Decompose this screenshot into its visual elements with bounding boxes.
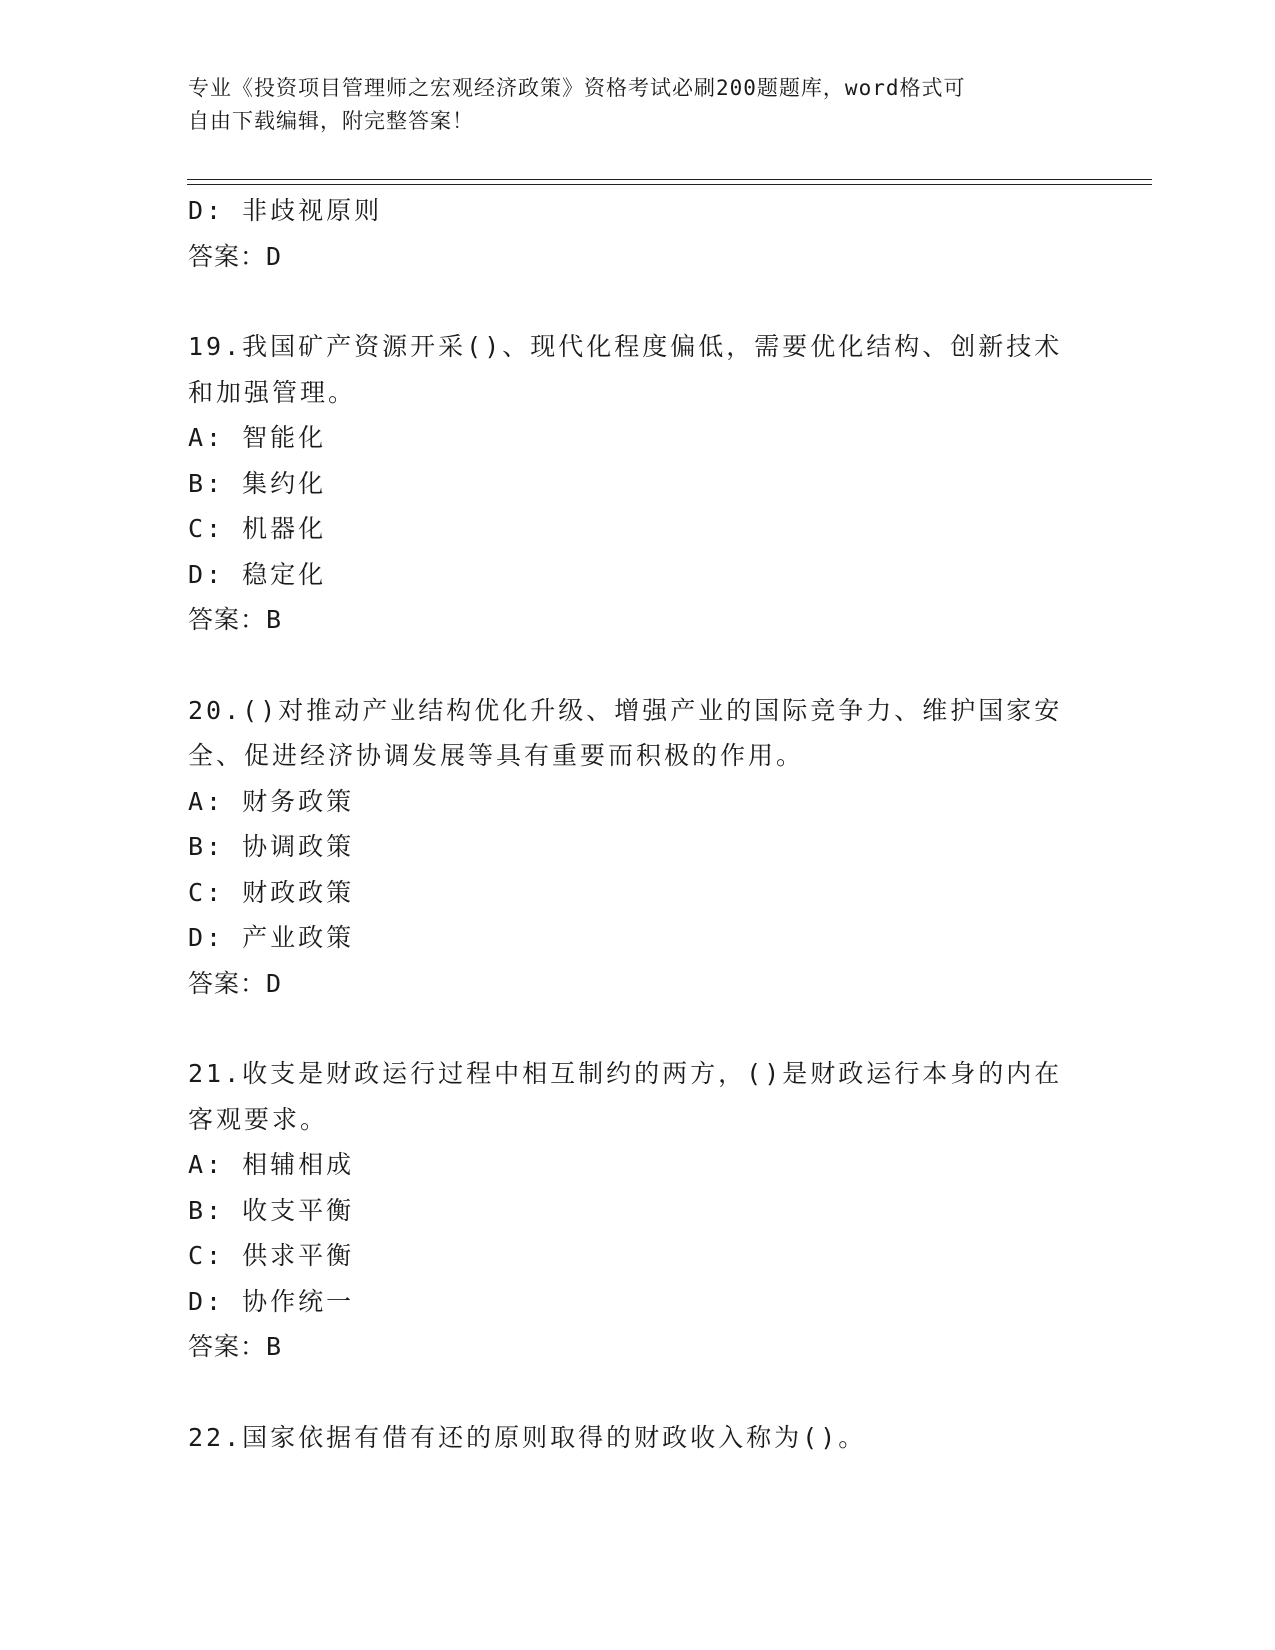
document-body [188, 188, 1088, 1460]
header-divider-top [187, 179, 1152, 180]
question-21 [188, 1051, 1088, 1370]
option-b: B: 协调政策 [188, 832, 355, 861]
option-d: D: 协作统一 [188, 1286, 355, 1316]
question-stem: 22.国家依据有借有还的原则取得的财政收入称为()。 [188, 1422, 867, 1452]
option-b: B: 收支平衡 [188, 1195, 355, 1225]
document-header [188, 72, 1068, 138]
option-d: D: 产业政策 [188, 923, 355, 952]
question-20 [188, 688, 1088, 1007]
option-c: C: 机器化 [188, 514, 327, 543]
option-a: A: 相辅相成 [188, 1150, 355, 1179]
question-stem: 21.收支是财政运行过程中相互制约的两方，()是财政运行本身的内在 [188, 1059, 1063, 1088]
spacer [188, 643, 1088, 688]
spacer [188, 1370, 1088, 1415]
option-d: D: 非歧视原则 [188, 196, 383, 225]
answer: 答案：D [188, 968, 283, 998]
question-19 [188, 324, 1088, 643]
answer: 答案：B [188, 1332, 283, 1361]
question-stem-cont: 客观要求。 [188, 1104, 329, 1134]
option-b: B: 集约化 [188, 468, 327, 498]
answer: 答案：D [188, 241, 283, 271]
header-divider-bottom [187, 184, 1152, 185]
header-line-2: 自由下载编辑，附完整答案！ [188, 109, 474, 133]
question-stem: 19.我国矿产资源开采()、现代化程度偏低，需要优化结构、创新技术 [188, 332, 1063, 361]
option-a: A: 财务政策 [188, 786, 355, 816]
spacer [188, 1006, 1088, 1051]
question-18-tail [188, 188, 1088, 279]
option-d: D: 稳定化 [188, 559, 327, 589]
header-line-1: 专业《投资项目管理师之宏观经济政策》资格考试必刷200题题库，word格式可 [188, 76, 966, 100]
question-stem: 20.()对推动产业结构优化升级、增强产业的国际竞争力、维护国家安 [188, 695, 1063, 725]
option-c: C: 供求平衡 [188, 1241, 355, 1270]
question-stem-cont: 全、促进经济协调发展等具有重要而积极的作用。 [188, 741, 805, 770]
spacer [188, 279, 1088, 324]
question-stem-cont: 和加强管理。 [188, 377, 357, 407]
option-c: C: 财政政策 [188, 877, 355, 907]
question-22 [188, 1415, 1088, 1461]
answer: 答案：B [188, 605, 283, 634]
option-a: A: 智能化 [188, 423, 327, 452]
